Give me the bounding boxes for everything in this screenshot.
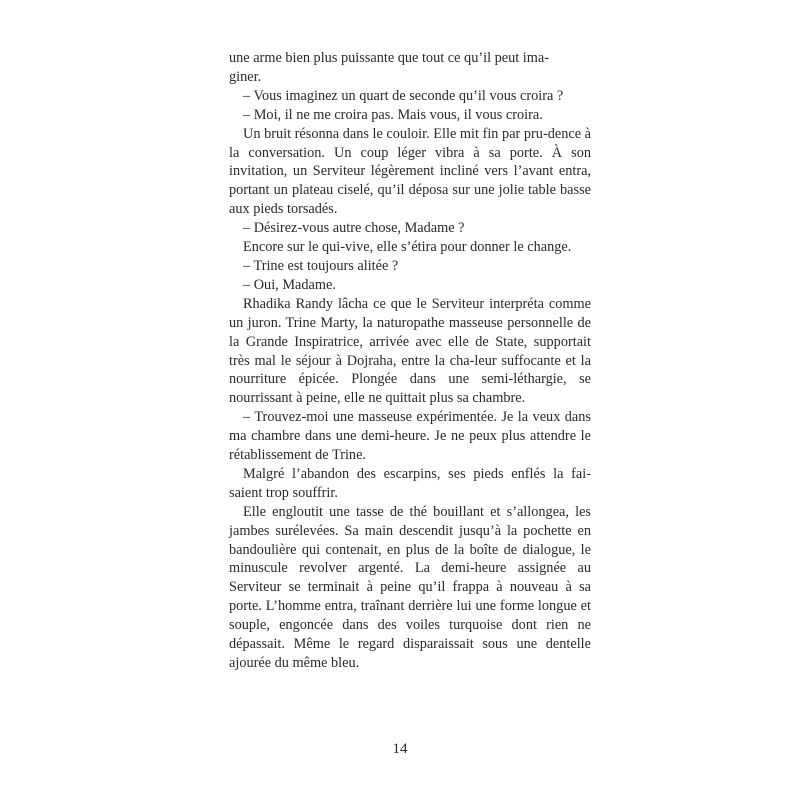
- paragraph: Elle engloutit une tasse de thé bouillant et s’allongea, les jambes surélevées. Sa main descendit jusqu’à la pochette en bandoulière qui contenait, en plus de la boîte de dialogue, le minuscule revolver argenté. La demi-heure assignée au Serviteur se terminait à peine qu’il frappa à nouveau à sa porte. L’homme entra, traînant derrière lui une forme longue et souple, engoncée dans des voiles turquoise dont rien ne dépassait. Même le regard disparaissait sous une dentelle ajourée du même bleu.: [229, 503, 591, 671]
- dialogue-line: – Oui, Madame.: [243, 276, 336, 293]
- paragraph: Malgré l’abandon des escarpins, ses pieds enflés la fai-saient trop souffrir.: [229, 465, 591, 501]
- paragraph: Un bruit résonna dans le couloir. Elle mit fin par pru-dence à la conversation. Un coup léger vibra à sa porte. À son invitation, un Serviteur légèrement incliné vers l’avant entra, portant un plateau ciselé, qu’il déposa sur une jolie table basse aux pieds torsadés.: [229, 125, 591, 218]
- paragraph: Rhadika Randy lâcha ce que le Serviteur interpréta comme un juron. Trine Marty, la naturopathe masseuse personnelle de la Grande Inspiratrice, arrivée avec elle de State, supportait très mal le séjour à Dojraha, entre la cha-leur suffocante et la nourriture épicée. Plongée dans une semi-léthargie, se nourrissant à peine, elle ne quittait plus sa chambre.: [229, 295, 591, 407]
- dialogue-line: – Moi, il ne me croira pas. Mais vous, il vous croira.: [243, 106, 543, 123]
- dialogue-line: – Vous imaginez un quart de seconde qu’il vous croira ?: [243, 87, 564, 104]
- body-text: [229, 49, 591, 673]
- dialogue-line: – Désirez-vous autre chose, Madame ?: [243, 220, 465, 237]
- dialogue-line: – Trine est toujours alitée ?: [243, 257, 399, 274]
- paragraph: Encore sur le qui-vive, elle s’étira pour donner le change.: [243, 239, 572, 256]
- page-number: 14: [392, 741, 408, 757]
- paragraph-continuation: une arme bien plus puissante que tout ce qu’il peut ima- giner.: [229, 50, 550, 85]
- dialogue-line: – Trouvez-moi une masseuse expérimentée. Je la veux dans ma chambre dans une demi-heure. Je ne peux plus attendre le rétablissement de Trine.: [229, 409, 591, 464]
